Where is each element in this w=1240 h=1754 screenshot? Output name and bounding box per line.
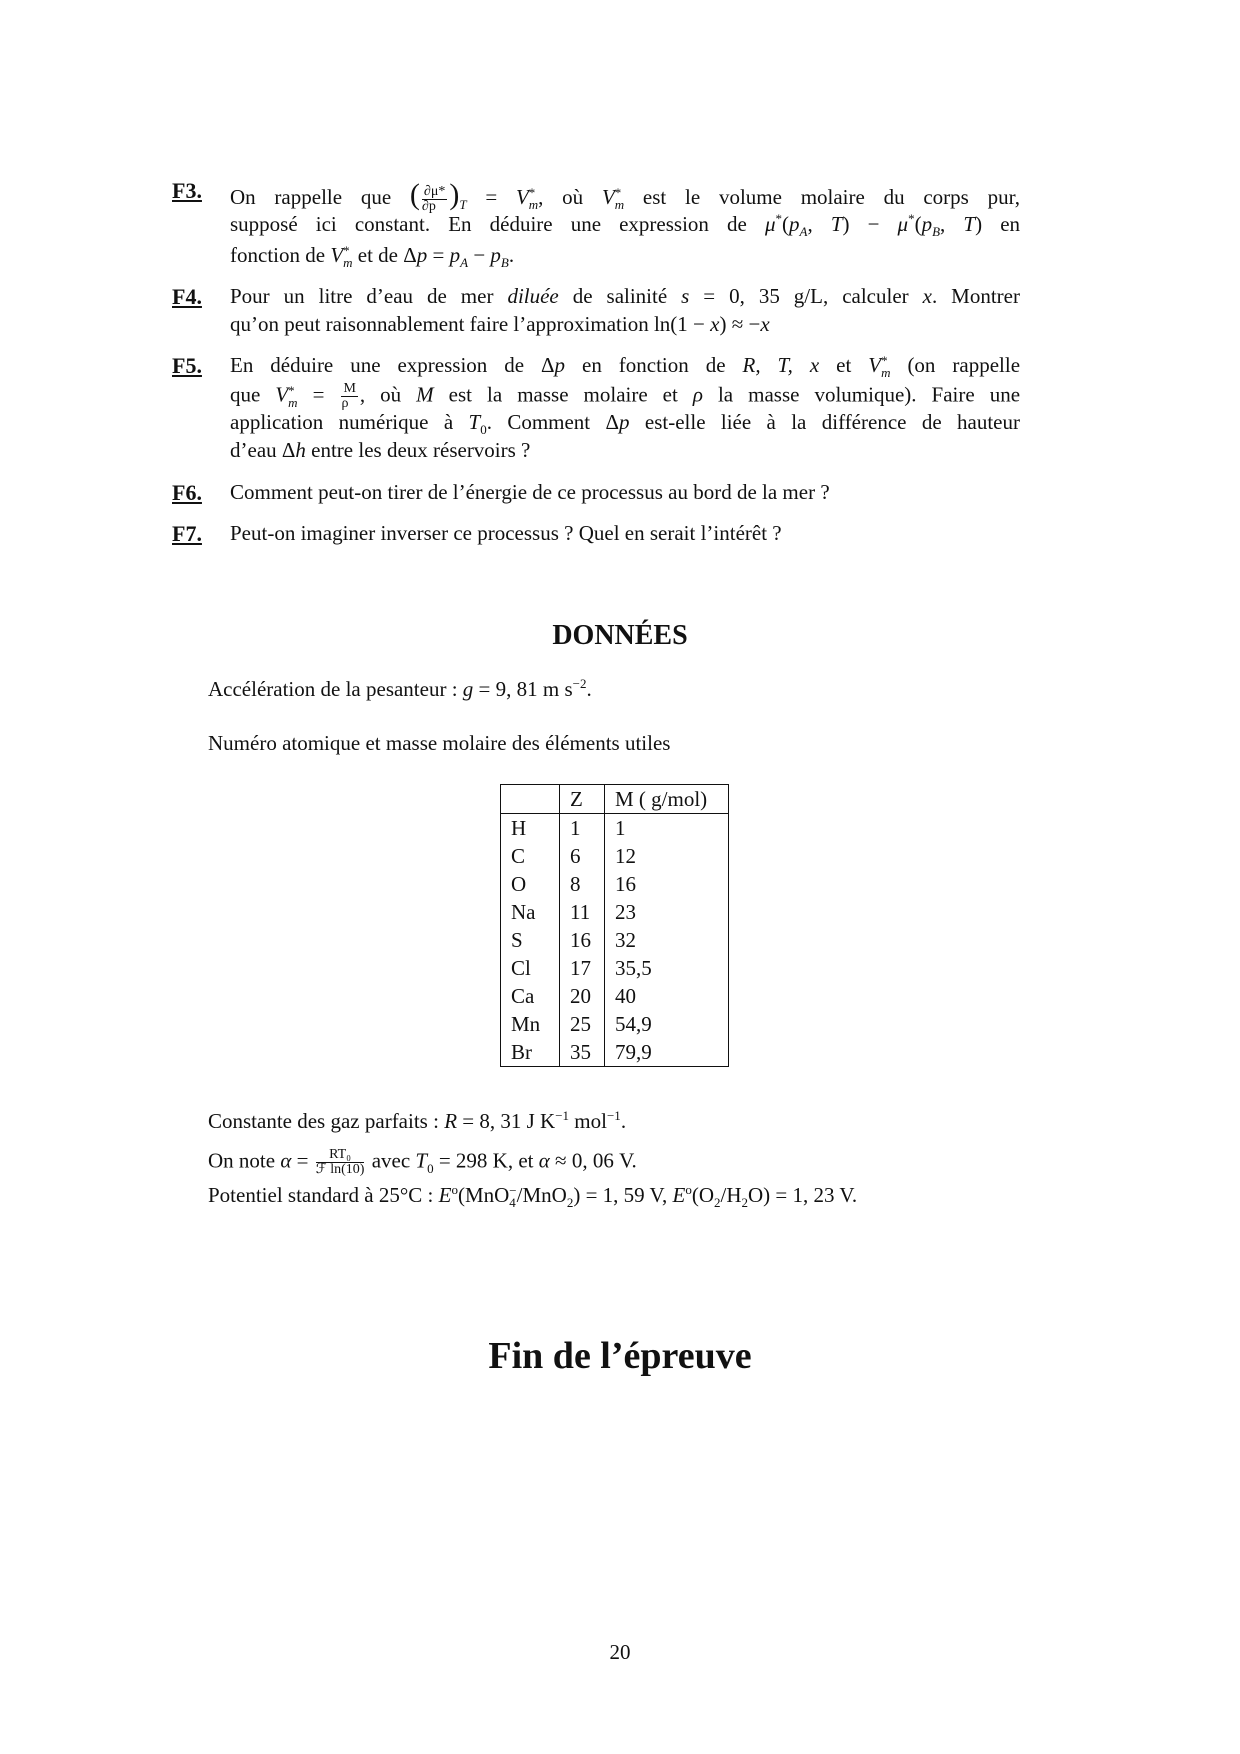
question-label: F7. [172,521,202,546]
molar-mass: 35,5 [605,954,729,982]
text-run: d’eau Δ [230,438,296,462]
script: −2 [572,676,587,691]
math-symbol: x [710,312,720,336]
table-caption [208,731,670,756]
math-symbol: R [444,1109,458,1133]
element-symbol: Mn [501,1010,560,1038]
text-run: = 0, 35 g/L, calculer [689,284,923,308]
math-symbol: E [672,1183,686,1207]
question-line [230,438,1020,463]
fraction: $\frac{\partial\mu*}{\partial p}$ [421,183,446,214]
fraction: $\frac{\text{RT₀}}{\text{ℱ ln(10)}}$ [315,1147,365,1177]
script: −1 [555,1108,570,1123]
math-symbol: h [295,438,306,462]
text-run: /MnO [516,1183,567,1207]
atomic-number: 25 [560,1010,605,1038]
question-line [230,284,1020,312]
table-row [501,1038,729,1067]
end-title: Fin de l’épreuve [488,1335,752,1377]
question-line [230,353,1020,381]
script: * [775,211,782,226]
molar-mass: 54,9 [605,1010,729,1038]
table-row [501,814,729,843]
math-symbol: p [554,353,566,377]
math-symbol: p [619,410,630,434]
element-symbol: Br [501,1038,560,1067]
script: o [451,1182,458,1197]
standard-potential-line [208,1183,857,1209]
question-label: F3. [172,178,202,203]
text-run: ( [782,212,789,236]
text-run: On rappelle que [230,185,410,209]
math-symbol: ρ [692,382,703,407]
element-symbol: C [501,842,560,870]
math-symbol: V [868,353,882,377]
text-run: (O [691,1183,714,1207]
text-run: = 9, 81 m s [473,677,573,701]
question-line [230,480,1020,505]
script: * m [614,185,625,213]
math-symbol: μ [897,212,909,236]
text-run: En déduire une expression de Δ [230,353,555,377]
emphasis: diluée [507,284,559,308]
text-run: la masse volumique). Faire une [702,382,1021,407]
text-run: ) en [975,212,1021,236]
math-symbol: p [416,243,428,267]
text-run: avec [366,1148,416,1173]
script: B [500,255,509,271]
script: 2 [741,1195,748,1211]
text-run: mol [569,1109,607,1133]
script: * m [881,353,891,381]
text-run: Numéro atomique et masse molaire des éléments utiles [208,731,671,755]
text-run: . [508,243,515,267]
atomic-number: 8 [560,870,605,898]
question-label: F5. [172,353,202,378]
script: * m [528,185,539,213]
math-symbol: V [515,185,529,209]
text-run: (on rappelle [890,353,1021,377]
text-run: On note [208,1148,281,1173]
table-row [501,982,729,1010]
question-line [230,212,1020,240]
text-run: ) − [842,212,898,236]
element-symbol: O [501,870,560,898]
atomic-number: 35 [560,1038,605,1067]
text-run: , où [538,185,602,209]
text-run: O) = 1, 23 V. [748,1183,858,1207]
molar-mass: 1 [605,814,729,843]
atomic-number: 16 [560,926,605,954]
molar-mass: 12 [605,842,729,870]
math-symbol: μ [764,212,776,236]
math-symbol: V [330,243,344,267]
text-run: = [291,1148,314,1173]
elements-table [500,784,729,1067]
molar-mass: 23 [605,898,729,926]
text-run: qu’on peut raisonnablement faire l’approximation ln(1 − [230,312,711,336]
text-run: est la masse molaire et [433,382,693,407]
text-run: = 8, 31 J K [457,1109,556,1133]
math-symbol: g [462,677,474,701]
text-run: (MnO [457,1183,510,1207]
text-run: = [466,185,516,209]
script: B [932,224,941,240]
element-symbol: Cl [501,954,560,982]
math-symbol: T [963,212,976,236]
molar-mass: 79,9 [605,1038,729,1067]
text-run: , [807,212,831,236]
question-line [230,312,1020,337]
question-line [230,178,1021,214]
math-symbol: α [280,1148,292,1173]
element-symbol: Na [501,898,560,926]
text-run: = [297,382,340,407]
table-header-row [501,785,729,814]
text-run: = [427,243,450,267]
gravity-line [208,677,592,702]
math-symbol: E [438,1183,452,1207]
molar-mass: 40 [605,982,729,1010]
text-run: entre les deux réservoirs ? [305,438,531,462]
math-symbol: p [789,212,800,236]
text-run: fonction de [230,243,331,267]
text-run: Potentiel standard à 25°C : [208,1183,439,1207]
text-run: , où [359,382,417,407]
atomic-number: 11 [560,898,605,926]
math-symbol: p [490,243,501,267]
header-z: Z [560,785,605,814]
alpha-line [208,1148,637,1177]
question-label: F4. [172,284,202,309]
text-run: Constante des gaz parfaits : [208,1109,445,1133]
math-symbol: T [415,1148,428,1173]
atomic-number: 17 [560,954,605,982]
atomic-number: 6 [560,842,605,870]
partial-derivative: ( $\frac{\partial\mu*}{\partial p}$ )$_T$ [409,178,467,214]
script: * m [288,382,298,410]
question-label: F6. [172,480,202,505]
text-run: et de Δ [352,243,417,267]
text-run: Pour un litre d’eau de mer [230,284,508,308]
text-run: − [468,243,491,267]
page-number: 20 [609,1640,631,1664]
text-run: /H [720,1183,742,1207]
text-run: de salinité [558,284,682,308]
text-run: en fonction de [565,353,743,377]
molar-mass: 16 [605,870,729,898]
script: 0 [427,1160,434,1176]
script: 2 [714,1195,721,1211]
fraction: $\frac{M}{\rho}$ [341,381,356,411]
script: 0 [480,422,487,438]
text-run: ) = 1, 59 V, [573,1183,673,1207]
question-line [230,521,1020,546]
math-symbol: T [468,410,481,434]
gas-constant-line [208,1109,626,1134]
element-symbol: S [501,926,560,954]
atomic-number: 20 [560,982,605,1010]
text-run: ( [914,212,922,236]
question-line [230,382,1020,410]
math-symbol: R, T, x [742,353,820,377]
script: * m [343,243,353,271]
math-symbol: V [601,185,615,209]
script: o [685,1182,692,1197]
text-run: . [620,1109,627,1133]
element-symbol: Ca [501,982,560,1010]
text-run: supposé ici constant. En déduire une expression de [230,212,765,236]
text-run: . Montrer [931,284,1020,308]
question-line [230,243,1020,269]
atomic-number: 1 [560,814,605,843]
table-row [501,870,729,898]
table-row [501,926,729,954]
script: 2 [566,1195,574,1211]
math-symbol: α [538,1148,550,1173]
table-row [501,842,729,870]
element-symbol: H [501,814,560,843]
text-run: Accélération de la pesanteur : [208,677,463,701]
text-run: , [940,212,964,236]
text-run: est-elle liée à la différence de hauteur [629,410,1020,434]
script: −1 [606,1108,621,1123]
text-run: que [230,382,276,407]
data-section-title: DONNÉES [552,620,688,651]
math-symbol: M [416,382,434,407]
math-symbol: p [921,212,933,236]
header-molar-mass: M ( g/mol) [605,785,729,814]
math-symbol: x [922,284,932,308]
script: − 4 [509,1183,517,1211]
math-symbol: T [830,212,843,236]
math-symbol: V [275,382,289,407]
math-symbol: s [681,284,690,308]
math-symbol: x [760,312,770,336]
table-row [501,898,729,926]
text-run: Peut-on imaginer inverser ce processus ? Quel en serait l’intérêt ? [230,521,782,545]
question-line [230,410,1020,438]
header-element [501,785,560,814]
molar-mass: 32 [605,926,729,954]
text-run: et [819,353,869,377]
text-run: ) ≈ − [719,312,761,336]
text-run: est le volume molaire du corps pur, [624,185,1021,209]
script: A [460,255,469,271]
text-run: ≈ 0, 06 V. [549,1148,637,1173]
math-symbol: p [449,243,461,267]
table-row [501,1010,729,1038]
text-run: . Comment Δ [486,410,620,434]
script: * [908,211,915,226]
table-row [501,954,729,982]
text-run: = 298 K, et [433,1148,539,1173]
text-run: Comment peut-on tirer de l’énergie de ce processus au bord de la mer ? [230,480,830,504]
text-run: . [586,677,592,701]
text-run: application numérique à [230,410,469,434]
script: A [799,224,808,240]
